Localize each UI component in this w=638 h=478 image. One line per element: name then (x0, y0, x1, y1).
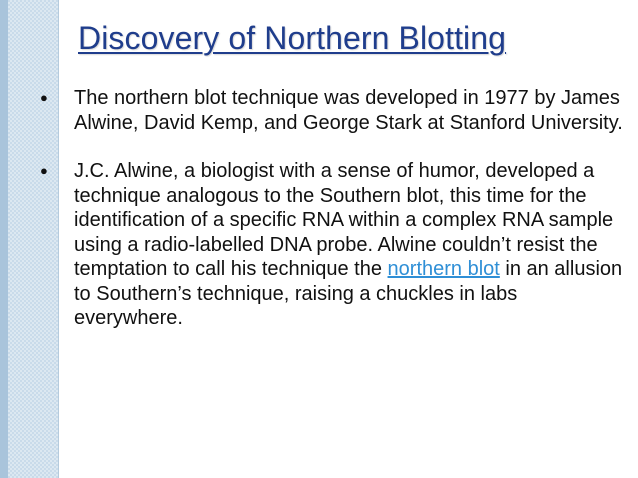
side-decoration-edge (0, 0, 8, 478)
bullet-item-1 (40, 86, 630, 135)
slide-title: Discovery of Northern Blotting (78, 20, 507, 56)
bullet-list (40, 86, 630, 331)
bullet-item-2 (40, 159, 630, 331)
northern-blot-link[interactable]: northern blot (387, 258, 500, 280)
bullet-dot-icon: ● (40, 163, 48, 178)
bullet-text-before-link: J.C. Alwine, a biologist with a sense of humor, developed a technique analogous to the Southern blot, this time for the identification of a specific RNA within a complex RNA sample using a radio-labelled DNA probe. Alwine couldn’t resist the temptation to call his technique the (74, 160, 614, 280)
bullet-text: The northern blot technique was developed in 1977 by James Alwine, David Kemp, and George Stark at Stanford University. (74, 87, 623, 134)
bullet-dot-icon: ● (40, 90, 48, 105)
bullet-text-after-link: in an allusion to Southern’s technique, raising a chuckles in labs everywhere. (74, 258, 623, 329)
